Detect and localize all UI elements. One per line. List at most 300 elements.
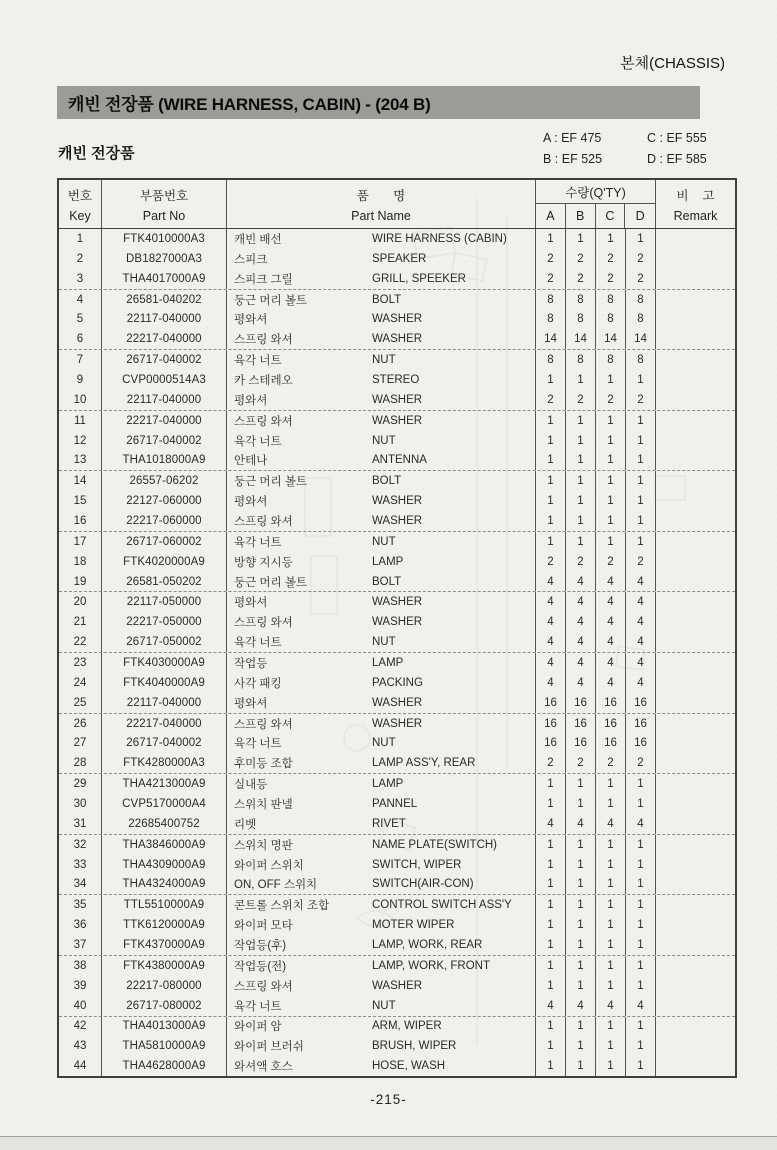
cell-key: 26 — [59, 714, 102, 734]
cell-part-name — [227, 329, 536, 349]
cell-qty-a: 2 — [536, 249, 566, 269]
cell-part-no: CVP0000514A3 — [102, 370, 227, 390]
cell-remark — [656, 956, 735, 976]
table-row — [59, 935, 735, 956]
table-row — [59, 471, 735, 491]
table-row — [59, 976, 735, 996]
table-header — [59, 180, 735, 229]
table-row — [59, 855, 735, 875]
table-row — [59, 390, 735, 411]
cell-qty-d: 1 — [626, 875, 656, 895]
cell-qty-c: 2 — [596, 249, 626, 269]
cell-qty-b: 1 — [566, 794, 596, 814]
cell-qty-b: 16 — [566, 714, 596, 734]
part-name-korean: 리벳 — [234, 818, 257, 831]
header-qty-d: D — [635, 209, 645, 223]
cell-qty-b: 1 — [566, 895, 596, 915]
table-row — [59, 309, 735, 329]
cell-qty-a: 1 — [536, 774, 566, 794]
cell-key: 35 — [59, 895, 102, 915]
cell-key: 38 — [59, 956, 102, 976]
cell-qty-c: 1 — [596, 1017, 626, 1037]
cell-key: 15 — [59, 491, 102, 511]
cell-part-name — [227, 875, 536, 895]
header-remark: 비 고 Remark — [673, 188, 718, 223]
part-name-english: WASHER — [372, 514, 423, 527]
part-name-english: PACKING — [372, 676, 423, 689]
cell-qty-d: 1 — [626, 976, 656, 996]
part-name-korean: 육각 너트 — [234, 355, 282, 368]
cell-qty-a: 4 — [536, 612, 566, 632]
cell-part-name — [227, 450, 536, 470]
cell-qty-a: 1 — [536, 875, 566, 895]
cell-part-name — [227, 511, 536, 531]
cell-qty-d: 1 — [626, 491, 656, 511]
part-name-english: WASHER — [372, 616, 423, 629]
part-name-korean: 둥근 머리 볼트 — [234, 294, 308, 307]
cell-part-name — [227, 431, 536, 451]
cell-qty-d: 1 — [626, 855, 656, 875]
table-row — [59, 673, 735, 693]
cell-remark — [656, 693, 735, 713]
cell-qty-b: 16 — [566, 693, 596, 713]
cell-qty-c: 1 — [596, 875, 626, 895]
cell-key: 9 — [59, 370, 102, 390]
cell-part-no: 26717-040002 — [102, 431, 227, 451]
part-name-korean: 평와셔 — [234, 697, 268, 710]
cell-remark — [656, 875, 735, 895]
model-code-d: D : EF 585 — [647, 152, 707, 166]
cell-qty-c: 4 — [596, 996, 626, 1016]
cell-qty-c: 1 — [596, 956, 626, 976]
cell-qty-b: 1 — [566, 976, 596, 996]
cell-qty-a: 1 — [536, 895, 566, 915]
cell-part-no: FTK4370000A9 — [102, 935, 227, 955]
table-row — [59, 1056, 735, 1076]
cell-qty-a: 4 — [536, 673, 566, 693]
model-code-c: C : EF 555 — [647, 131, 707, 145]
cell-remark — [656, 895, 735, 915]
cell-qty-c: 1 — [596, 774, 626, 794]
part-name-english: BOLT — [372, 293, 402, 306]
cell-part-no: 26717-040002 — [102, 350, 227, 370]
cell-qty-a: 4 — [536, 814, 566, 834]
part-name-korean: 사각 패킹 — [234, 677, 282, 690]
header-qty-columns — [536, 204, 655, 228]
cell-qty-d: 8 — [626, 309, 656, 329]
cell-qty-d: 1 — [626, 1036, 656, 1056]
cell-qty-d: 2 — [626, 249, 656, 269]
cell-qty-c: 1 — [596, 855, 626, 875]
cell-part-name — [227, 935, 536, 955]
table-row — [59, 370, 735, 390]
cell-remark — [656, 350, 735, 370]
cell-qty-a: 4 — [536, 592, 566, 612]
cell-key: 40 — [59, 996, 102, 1016]
table-row — [59, 249, 735, 269]
part-name-english: SWITCH, WIPER — [372, 858, 462, 871]
part-name-korean: 평와셔 — [234, 496, 268, 509]
scan-edge-strip — [0, 1137, 777, 1150]
part-name-english: NUT — [372, 434, 396, 447]
cell-part-no: 26581-040202 — [102, 290, 227, 310]
cell-key: 29 — [59, 774, 102, 794]
model-code-b: B : EF 525 — [543, 152, 603, 166]
part-name-korean: 후미등 조합 — [234, 758, 293, 771]
cell-qty-b: 1 — [566, 511, 596, 531]
model-code-legend — [543, 131, 707, 166]
cell-qty-b: 2 — [566, 249, 596, 269]
cell-part-no: 22217-040000 — [102, 411, 227, 431]
cell-qty-c: 1 — [596, 411, 626, 431]
cell-remark — [656, 935, 735, 955]
cell-part-no: 22217-050000 — [102, 612, 227, 632]
cell-qty-a: 1 — [536, 935, 566, 955]
cell-qty-b: 4 — [566, 814, 596, 834]
cell-qty-d: 1 — [626, 431, 656, 451]
cell-qty-a: 4 — [536, 632, 566, 652]
part-name-korean: 스프링 와셔 — [234, 617, 293, 630]
cell-key: 39 — [59, 976, 102, 996]
table-row — [59, 814, 735, 835]
cell-qty-a: 1 — [536, 229, 566, 249]
part-name-english: WASHER — [372, 717, 423, 730]
cell-part-name — [227, 411, 536, 431]
cell-qty-b: 1 — [566, 875, 596, 895]
cell-key: 19 — [59, 572, 102, 592]
part-name-english: LAMP — [372, 555, 404, 568]
cell-qty-d: 4 — [626, 814, 656, 834]
part-name-english: WASHER — [372, 393, 423, 406]
cell-qty-c: 2 — [596, 269, 626, 289]
cell-part-no: TTL5510000A9 — [102, 895, 227, 915]
page-title-bar — [57, 86, 700, 119]
table-row — [59, 733, 735, 753]
cell-qty-b: 8 — [566, 290, 596, 310]
part-name-korean: 작업등(전) — [234, 960, 287, 973]
part-name-english: PANNEL — [372, 797, 418, 810]
cell-part-no: FTK4380000A9 — [102, 956, 227, 976]
cell-key: 32 — [59, 835, 102, 855]
cell-qty-d: 16 — [626, 714, 656, 734]
cell-qty-a: 1 — [536, 1056, 566, 1076]
cell-part-no: THA4309000A9 — [102, 855, 227, 875]
cell-qty-a: 4 — [536, 572, 566, 592]
cell-qty-d: 2 — [626, 269, 656, 289]
cell-qty-a: 1 — [536, 956, 566, 976]
header-qty-a: A — [536, 204, 566, 228]
cell-qty-b: 4 — [566, 572, 596, 592]
cell-part-name — [227, 390, 536, 410]
cell-part-name — [227, 471, 536, 491]
part-name-english: LAMP — [372, 656, 404, 669]
cell-key: 16 — [59, 511, 102, 531]
cell-qty-c: 1 — [596, 1036, 626, 1056]
part-name-korean: 와이퍼 암 — [234, 1021, 282, 1034]
cell-qty-a: 1 — [536, 411, 566, 431]
cell-remark — [656, 552, 735, 572]
cell-qty-c: 8 — [596, 350, 626, 370]
part-name-english: STEREO — [372, 373, 420, 386]
part-name-english: LAMP, WORK, REAR — [372, 939, 483, 951]
table-row — [59, 290, 735, 310]
part-name-korean: 스프링 와셔 — [234, 415, 293, 428]
cell-qty-d: 2 — [626, 753, 656, 773]
cell-qty-c: 16 — [596, 693, 626, 713]
cell-part-name — [227, 552, 536, 572]
cell-qty-d: 8 — [626, 290, 656, 310]
table-row — [59, 835, 735, 855]
cell-remark — [656, 976, 735, 996]
table-row — [59, 996, 735, 1017]
part-name-korean: 스위치 판넬 — [234, 798, 293, 811]
cell-part-no: THA4628000A9 — [102, 1056, 227, 1076]
cell-remark — [656, 471, 735, 491]
cell-part-no: 26717-050002 — [102, 632, 227, 652]
part-name-korean: 육각 너트 — [234, 738, 282, 751]
cell-remark — [656, 996, 735, 1016]
cell-part-name — [227, 612, 536, 632]
cell-part-no: 22217-040000 — [102, 329, 227, 349]
cell-qty-b: 14 — [566, 329, 596, 349]
cell-part-name — [227, 1017, 536, 1037]
cell-qty-c: 1 — [596, 491, 626, 511]
cell-qty-c: 16 — [596, 733, 626, 753]
cell-key: 33 — [59, 855, 102, 875]
cell-remark — [656, 855, 735, 875]
cell-remark — [656, 249, 735, 269]
cell-key: 13 — [59, 450, 102, 470]
cell-part-name — [227, 1056, 536, 1076]
table-row — [59, 592, 735, 612]
part-name-english: RIVET — [372, 817, 406, 830]
part-name-english: LAMP ASS'Y, REAR — [372, 757, 476, 770]
cell-key: 14 — [59, 471, 102, 491]
table-row — [59, 350, 735, 370]
cell-key: 3 — [59, 269, 102, 289]
cell-part-name — [227, 269, 536, 289]
cell-remark — [656, 592, 735, 612]
cell-qty-c: 4 — [596, 592, 626, 612]
page-title: 캐빈 전장품 (WIRE HARNESS, CABIN) - (204 B) — [68, 95, 431, 114]
cell-key: 6 — [59, 329, 102, 349]
cell-qty-b: 1 — [566, 450, 596, 470]
cell-key: 24 — [59, 673, 102, 693]
part-name-korean: 스위치 명판 — [234, 839, 293, 852]
cell-part-name — [227, 632, 536, 652]
part-name-korean: 캐빈 배선 — [234, 233, 282, 246]
part-name-korean: 스프링 와셔 — [234, 718, 293, 731]
table-row — [59, 329, 735, 350]
cell-qty-b: 4 — [566, 632, 596, 652]
cell-part-name — [227, 592, 536, 612]
cell-key: 12 — [59, 431, 102, 451]
cell-qty-a: 1 — [536, 491, 566, 511]
table-row — [59, 915, 735, 935]
cell-remark — [656, 1036, 735, 1056]
cell-qty-b: 1 — [566, 491, 596, 511]
part-name-korean: 와이퍼 스위치 — [234, 859, 304, 872]
cell-qty-a: 1 — [536, 511, 566, 531]
cell-qty-b: 8 — [566, 309, 596, 329]
cell-qty-d: 1 — [626, 511, 656, 531]
cell-qty-b: 1 — [566, 370, 596, 390]
cell-qty-d: 1 — [626, 1056, 656, 1076]
cell-qty-a: 1 — [536, 835, 566, 855]
table-row — [59, 714, 735, 734]
cell-qty-c: 1 — [596, 471, 626, 491]
cell-remark — [656, 915, 735, 935]
table-row — [59, 532, 735, 552]
cell-key: 18 — [59, 552, 102, 572]
cell-part-name — [227, 753, 536, 773]
cell-part-name — [227, 996, 536, 1016]
table-row — [59, 1017, 735, 1037]
cell-qty-a: 16 — [536, 714, 566, 734]
cell-key: 28 — [59, 753, 102, 773]
cell-qty-c: 16 — [596, 714, 626, 734]
parts-table-body — [59, 229, 735, 1076]
part-name-english: LAMP — [372, 778, 404, 791]
table-row — [59, 693, 735, 714]
cell-key: 5 — [59, 309, 102, 329]
cell-part-name — [227, 814, 536, 834]
cell-qty-c: 4 — [596, 612, 626, 632]
cell-qty-b: 1 — [566, 1036, 596, 1056]
cell-part-no: 22217-080000 — [102, 976, 227, 996]
part-name-english: BOLT — [372, 475, 402, 488]
cell-part-no: 22117-040000 — [102, 693, 227, 713]
table-row — [59, 552, 735, 572]
part-name-english: NUT — [372, 354, 396, 367]
cell-part-name — [227, 794, 536, 814]
cell-part-name — [227, 229, 536, 249]
table-row — [59, 632, 735, 653]
part-name-english: GRILL, SPEEKER — [372, 272, 466, 285]
table-row — [59, 875, 735, 896]
cell-part-no: 26557-06202 — [102, 471, 227, 491]
cell-qty-d: 4 — [626, 673, 656, 693]
cell-qty-c: 1 — [596, 895, 626, 915]
table-row — [59, 450, 735, 471]
cell-part-name — [227, 915, 536, 935]
cell-qty-d: 4 — [626, 632, 656, 652]
cell-qty-c: 1 — [596, 431, 626, 451]
cell-qty-c: 8 — [596, 309, 626, 329]
part-name-korean: ON, OFF 스위치 — [234, 879, 318, 892]
table-row — [59, 269, 735, 290]
cell-part-no: 22117-040000 — [102, 390, 227, 410]
cell-remark — [656, 511, 735, 531]
table-row — [59, 229, 735, 249]
cell-part-no: FTK4040000A9 — [102, 673, 227, 693]
cell-qty-c: 1 — [596, 450, 626, 470]
parts-table — [57, 178, 737, 1078]
cell-qty-b: 1 — [566, 835, 596, 855]
table-row — [59, 794, 735, 814]
cell-qty-b: 1 — [566, 411, 596, 431]
part-name-english: BRUSH, WIPER — [372, 1040, 457, 1053]
cell-qty-c: 4 — [596, 673, 626, 693]
cell-part-name — [227, 572, 536, 592]
part-name-korean: 스피크 그릴 — [234, 273, 293, 286]
table-row — [59, 411, 735, 431]
cell-remark — [656, 390, 735, 410]
cell-part-no: THA5810000A9 — [102, 1036, 227, 1056]
cell-part-no: THA4017000A9 — [102, 269, 227, 289]
cell-key: 21 — [59, 612, 102, 632]
cell-remark — [656, 572, 735, 592]
model-code-a: A : EF 475 — [543, 131, 602, 145]
cell-part-name — [227, 774, 536, 794]
section-label: 본체(CHASSIS) — [620, 55, 725, 72]
cell-qty-d: 1 — [626, 835, 656, 855]
part-name-korean: 작업등(후) — [234, 940, 287, 952]
part-name-english: WASHER — [372, 979, 423, 992]
cell-qty-d: 4 — [626, 612, 656, 632]
cell-qty-c: 1 — [596, 1056, 626, 1076]
part-name-korean: 스프링 와셔 — [234, 334, 293, 347]
cell-key: 36 — [59, 915, 102, 935]
header-qty-c: C — [596, 204, 626, 228]
cell-qty-b: 1 — [566, 532, 596, 552]
cell-qty-a: 8 — [536, 350, 566, 370]
cell-qty-d: 1 — [626, 794, 656, 814]
part-name-english: WASHER — [372, 696, 423, 709]
cell-part-no: TTK6120000A9 — [102, 915, 227, 935]
cell-qty-d: 1 — [626, 774, 656, 794]
cell-qty-b: 1 — [566, 1056, 596, 1076]
part-name-korean: 스프링 와셔 — [234, 980, 293, 993]
cell-qty-d: 1 — [626, 915, 656, 935]
part-name-english: NUT — [372, 535, 396, 548]
cell-qty-b: 1 — [566, 229, 596, 249]
cell-part-no: FTK4030000A9 — [102, 653, 227, 673]
part-name-english: ANTENNA — [372, 454, 427, 467]
part-name-english: WASHER — [372, 596, 423, 609]
cell-qty-b: 8 — [566, 350, 596, 370]
cell-part-no: THA3846000A9 — [102, 835, 227, 855]
cell-qty-a: 1 — [536, 532, 566, 552]
cell-key: 37 — [59, 935, 102, 955]
cell-qty-d: 1 — [626, 956, 656, 976]
cell-qty-b: 1 — [566, 431, 596, 451]
cell-remark — [656, 774, 735, 794]
cell-qty-d: 4 — [626, 653, 656, 673]
cell-part-no: FTK4010000A3 — [102, 229, 227, 249]
cell-remark — [656, 269, 735, 289]
cell-qty-d: 1 — [626, 450, 656, 470]
table-subtitle: 캐빈 전장품 — [58, 145, 135, 162]
cell-remark — [656, 411, 735, 431]
cell-qty-d: 1 — [626, 532, 656, 552]
table-row — [59, 895, 735, 915]
cell-qty-c: 4 — [596, 572, 626, 592]
cell-qty-d: 1 — [626, 229, 656, 249]
cell-part-no: 26717-060002 — [102, 532, 227, 552]
part-name-korean: 평와셔 — [234, 597, 268, 610]
header-part-no: 부품번호 Part No — [102, 180, 227, 228]
cell-qty-a: 2 — [536, 269, 566, 289]
cell-part-no: THA4324000A9 — [102, 875, 227, 895]
cell-qty-c: 8 — [596, 290, 626, 310]
cell-qty-d: 1 — [626, 935, 656, 955]
cell-part-name — [227, 350, 536, 370]
cell-key: 22 — [59, 632, 102, 652]
cell-remark — [656, 290, 735, 310]
table-row — [59, 774, 735, 794]
cell-part-name — [227, 855, 536, 875]
